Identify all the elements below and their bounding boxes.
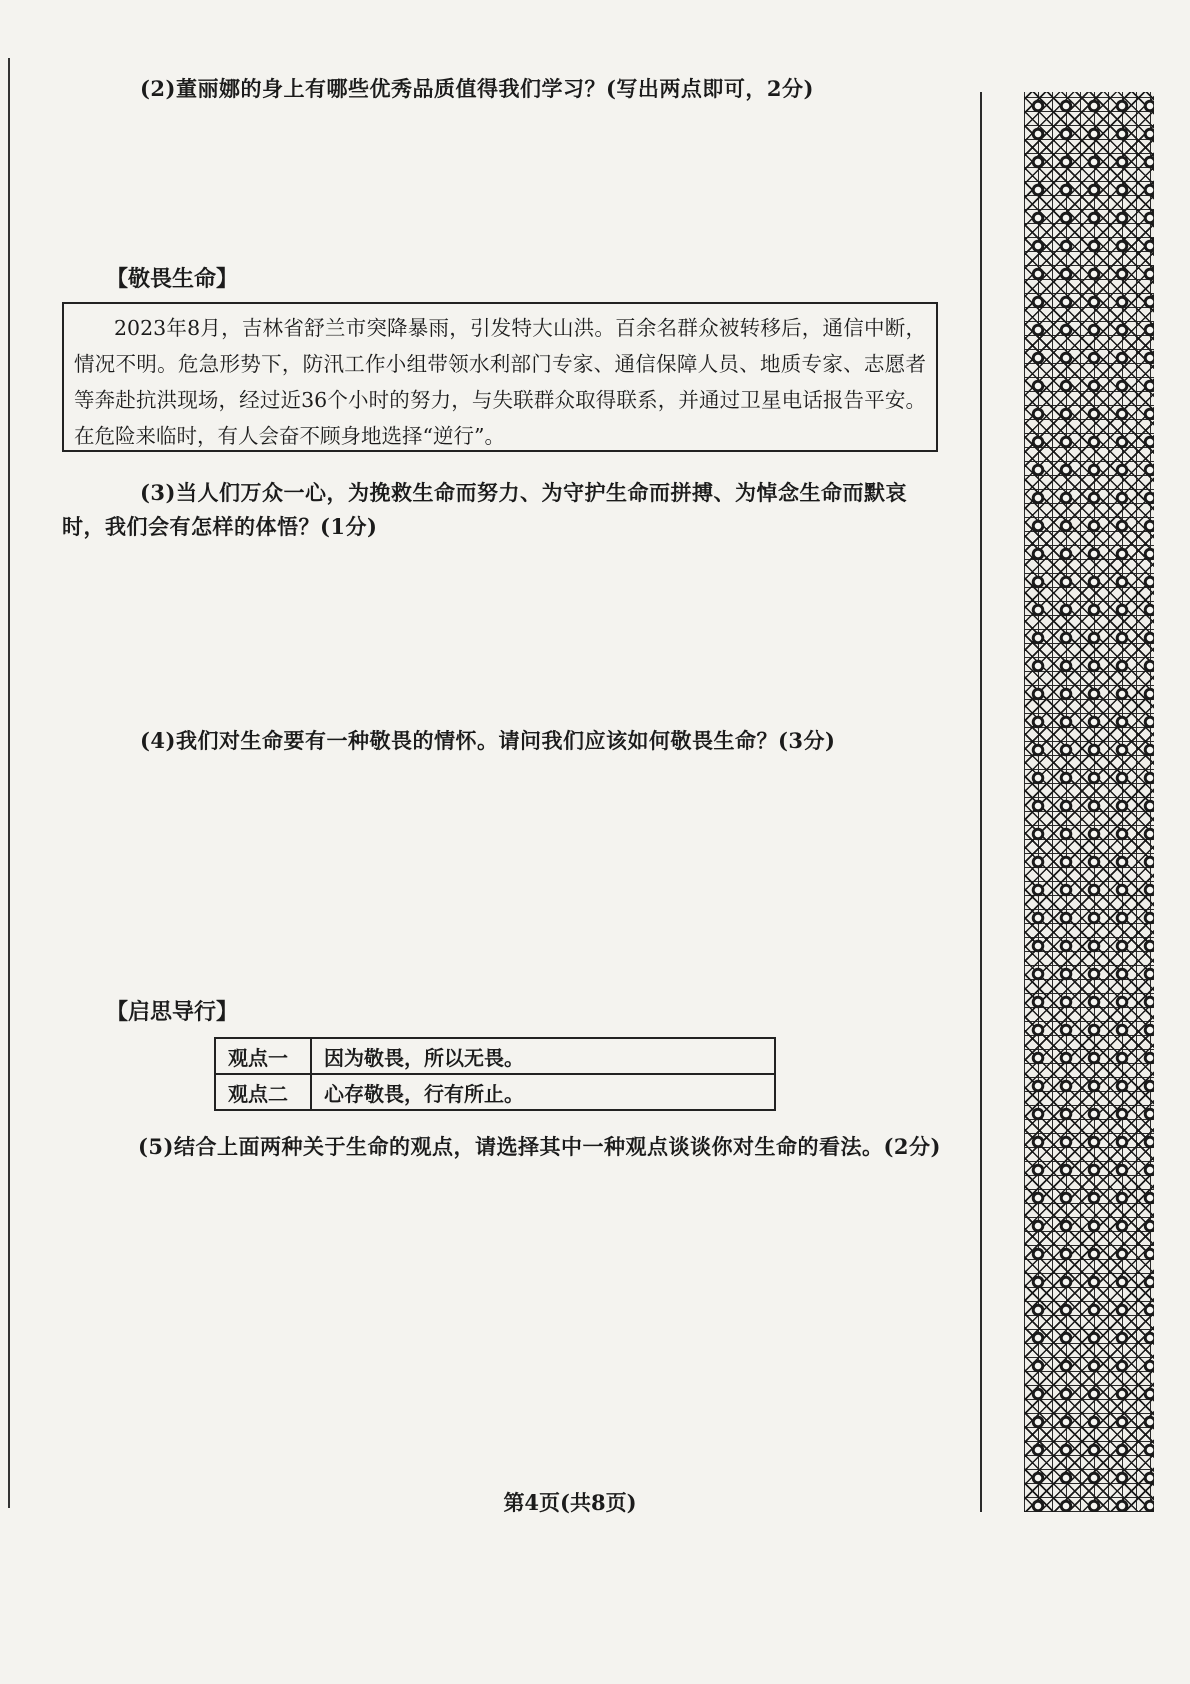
left-margin-line xyxy=(8,58,10,1508)
page-number: 第4页(共8页) xyxy=(503,1490,637,1515)
right-margin-line xyxy=(980,92,982,1512)
viewpoint-row xyxy=(215,1038,775,1074)
question-2: (2)董丽娜的身上有哪些优秀品质值得我们学习？(写出两点即可，2分) xyxy=(140,76,814,101)
question-4: (4)我们对生命要有一种敬畏的情怀。请问我们应该如何敬畏生命？(3分) xyxy=(140,728,836,753)
section-title-reflection: 【启思导行】 xyxy=(106,1000,239,1025)
viewpoint-row xyxy=(215,1074,775,1110)
decorative-pattern-strip xyxy=(1024,92,1154,1512)
question-5: (5)结合上面两种关于生命的观点，请选择其中一种观点谈谈你对生命的看法。(2分) xyxy=(138,1134,941,1159)
viewpoint-label: 观点二 xyxy=(215,1074,311,1110)
passage-box: 2023年8月，吉林省舒兰市突降暴雨，引发特大山洪。百余名群众被转移后，通信中断，情况不明。危急形势下，防汛工作小组带领水利部门专家、通信保障人员、地质专家、志愿者等奔赴抗洪现场，经过近36个小时的努力，与失联群众取得联系，并通过卫星电话报告平安。在危险来临时，有人会奋不顾身地选择“逆行”。 xyxy=(62,302,938,452)
viewpoint-table xyxy=(214,1037,776,1111)
viewpoint-text: 心存敬畏，行有所止。 xyxy=(311,1074,775,1110)
viewpoint-label: 观点一 xyxy=(215,1038,311,1074)
section-title-revere-life: 【敬畏生命】 xyxy=(106,267,239,292)
viewpoint-text: 因为敬畏，所以无畏。 xyxy=(311,1038,775,1074)
question-3: (3)当人们万众一心，为挽救生命而努力、为守护生命而拼搏、为悼念生命而默哀时，我们会有怎样的体悟？(1分) xyxy=(62,480,907,539)
